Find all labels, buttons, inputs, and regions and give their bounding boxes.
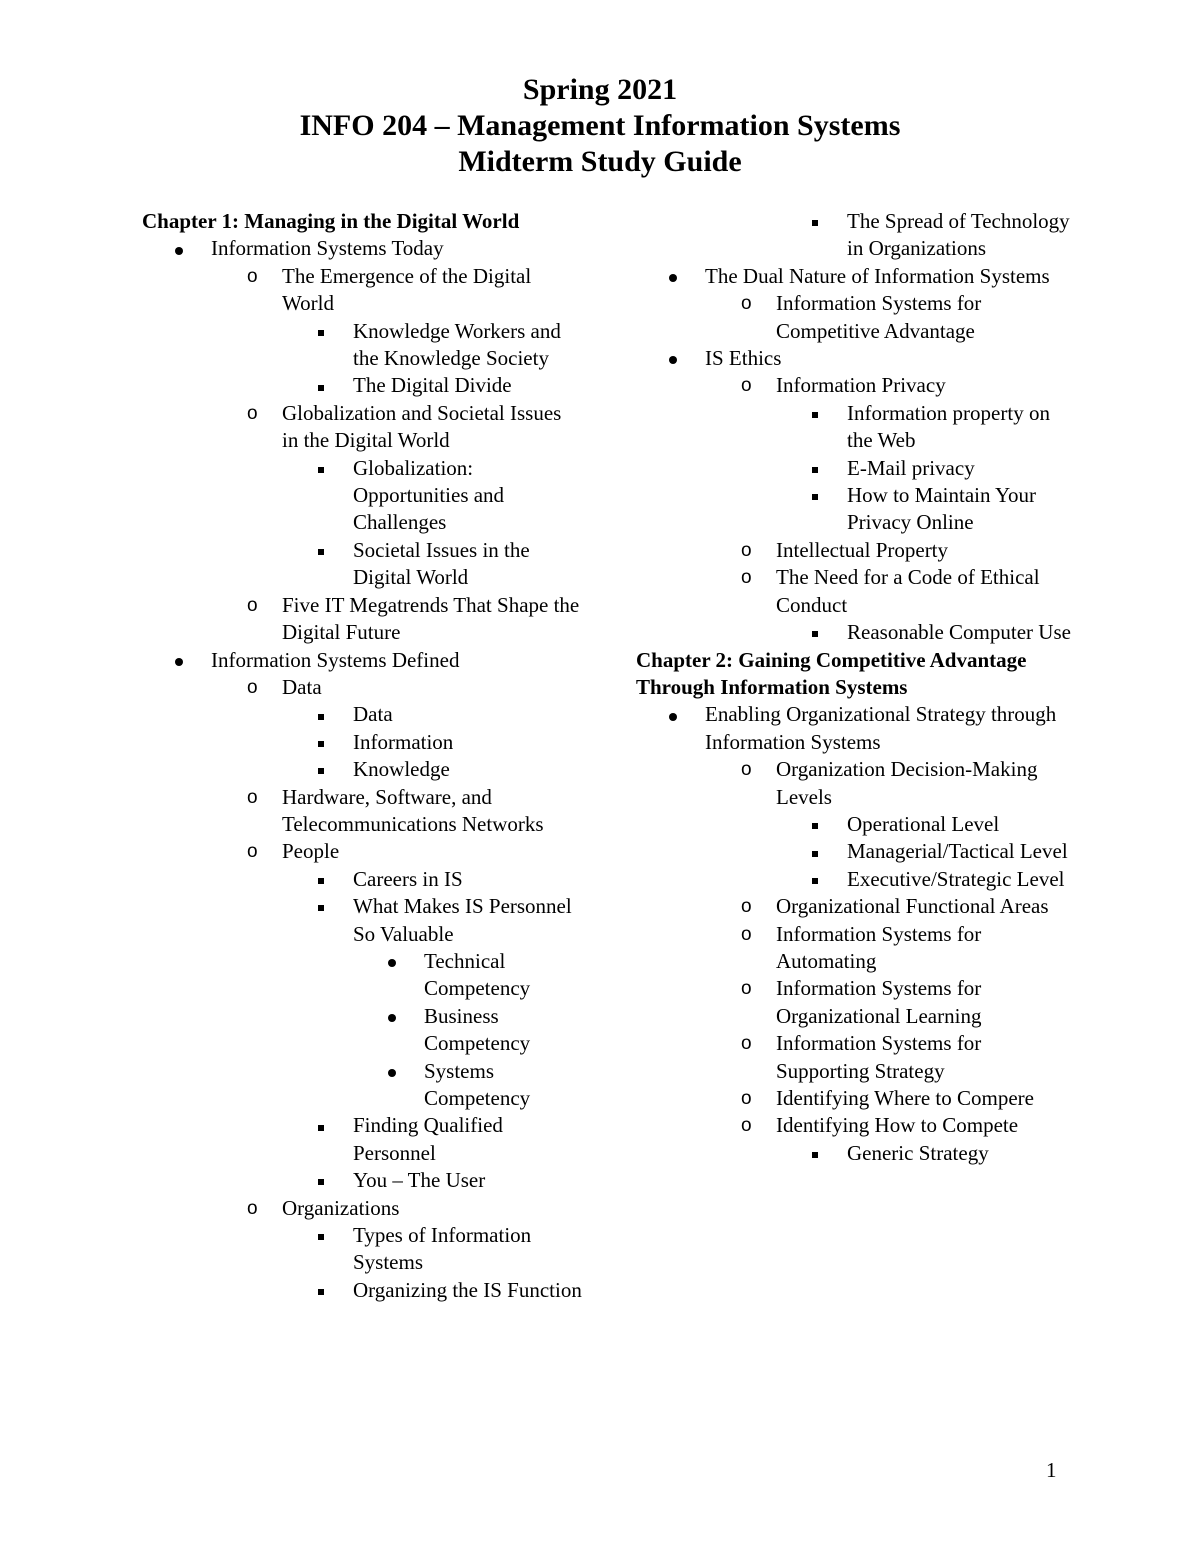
square-bullet-icon: [318, 729, 324, 756]
outline-item-text: Generic Strategy: [847, 1140, 989, 1165]
outline-item-level-2: [142, 263, 582, 318]
disc-bullet-icon: [669, 345, 677, 372]
outline-item-level-3: [636, 1140, 1076, 1167]
outline-item-level-3: [142, 455, 582, 537]
outline-item-level-2: [636, 290, 1076, 345]
square-bullet-icon: [812, 455, 818, 482]
outline-item-text: Reasonable Computer Use: [847, 620, 1071, 645]
square-bullet-icon: [318, 756, 324, 783]
outline-item-text: E-Mail privacy: [847, 455, 975, 480]
outline-item-text: Enabling Organizational Strategy through Information Systems: [705, 702, 1057, 754]
outline-item-level-2: [636, 975, 1076, 1030]
outline-item-level-3: [142, 1167, 582, 1194]
outline-item-level-2: [636, 1030, 1076, 1085]
disc-bullet-icon: [388, 1058, 396, 1085]
outline-item-level-2: [636, 537, 1076, 564]
outline-item-text: Knowledge: [353, 757, 450, 782]
outline-item-level-3: [142, 729, 582, 756]
square-bullet-icon: [812, 866, 818, 893]
outline-item-level-4: [142, 948, 582, 1003]
circle-bullet-icon: o: [741, 923, 752, 945]
outline-item-level-3: [142, 1222, 582, 1277]
square-bullet-icon: [318, 318, 324, 345]
outline-item-text: What Makes IS Personnel So Valuable: [353, 894, 572, 946]
outline-item-text: Finding Qualified Personnel: [353, 1113, 503, 1165]
outline-item-text: Organizing the IS Function: [353, 1277, 582, 1302]
outline-item-text: Hardware, Software, and Telecommunications Networks: [282, 784, 544, 836]
course-heading: INFO 204 – Management Information Systems: [299, 109, 901, 142]
outline-item-level-3: [142, 756, 582, 783]
circle-bullet-icon: o: [247, 265, 258, 287]
outline-item-text: The Emergence of the Digital World: [282, 263, 532, 316]
outline-item-text: Business Competency: [424, 1003, 531, 1056]
outline-item-level-2: [636, 372, 1076, 399]
outline-item-text: Information Privacy: [776, 373, 946, 398]
outline-item-text: Intellectual Property: [776, 537, 949, 562]
outline-item-level-3: [636, 400, 1076, 455]
square-bullet-icon: [318, 866, 324, 893]
outline-item-text: People: [282, 839, 340, 864]
outline-item-level-3: [636, 482, 1076, 537]
outline-item-level-3: [142, 866, 582, 893]
outline-item-level-3: [636, 811, 1076, 838]
outline-item-level-2: [142, 1195, 582, 1222]
outline-item-text: Knowledge Workers and the Knowledge Society: [353, 318, 561, 371]
outline-item-text: Organizational Functional Areas: [776, 894, 1049, 919]
outline-item-text: You – The User: [353, 1168, 486, 1193]
outline-item-text: Societal Issues in the Digital World: [353, 537, 530, 590]
outline-item-level-2: [636, 564, 1076, 619]
outline-item-text: Managerial/Tactical Level: [847, 839, 1068, 864]
circle-bullet-icon: o: [741, 759, 752, 781]
outline-item-level-1: [636, 263, 1076, 290]
square-bullet-icon: [812, 482, 818, 509]
circle-bullet-icon: o: [247, 841, 258, 863]
outline-item-level-3: [636, 838, 1076, 865]
outline-item-level-3: [142, 1112, 582, 1167]
circle-bullet-icon: o: [247, 676, 258, 698]
outline-item-text: The Dual Nature of Information Systems: [705, 263, 1050, 288]
disc-bullet-icon: [388, 1003, 396, 1030]
chapter-heading: [142, 208, 582, 235]
square-bullet-icon: [812, 838, 818, 865]
outline-item-text: Information Systems Defined: [211, 647, 460, 672]
outline-item-text: The Spread of Technology in Organizations: [847, 209, 1070, 261]
outline-item-text: Data: [282, 674, 322, 699]
chapter-heading: [636, 647, 1076, 702]
square-bullet-icon: [318, 1167, 324, 1194]
circle-bullet-icon: o: [247, 594, 258, 616]
square-bullet-icon: [812, 208, 818, 235]
circle-bullet-icon: o: [247, 402, 258, 424]
circle-bullet-icon: o: [741, 293, 752, 315]
document-title: [0, 72, 1200, 180]
square-bullet-icon: [318, 372, 324, 399]
guide-heading: Midterm Study Guide: [458, 145, 742, 178]
outline-item-text: IS Ethics: [705, 346, 782, 371]
outline-item-level-3: [636, 619, 1076, 646]
circle-bullet-icon: o: [741, 1033, 752, 1055]
outline-item-text: Information property on the Web: [847, 400, 1050, 453]
outline-left-column: [142, 208, 582, 1304]
outline-item-level-1: [636, 345, 1076, 372]
outline-item-level-1: [142, 235, 582, 262]
outline-item-text: Chapter 2: Gaining Competitive Advantage Through Information Systems: [636, 647, 1027, 699]
square-bullet-icon: [812, 619, 818, 646]
outline-item-level-1: [636, 701, 1076, 756]
outline-item-level-3: [636, 866, 1076, 893]
circle-bullet-icon: o: [247, 1197, 258, 1219]
page-number: 1: [1046, 1458, 1057, 1482]
square-bullet-icon: [318, 537, 324, 564]
outline-item-text: Information Systems Today: [211, 236, 444, 261]
outline-item-text: The Digital Divide: [353, 373, 512, 398]
outline-item-level-2: [142, 784, 582, 839]
outline-item-level-1: [142, 647, 582, 674]
square-bullet-icon: [318, 1222, 324, 1249]
outline-item-text: The Need for a Code of Ethical Conduct: [776, 565, 1040, 617]
circle-bullet-icon: o: [741, 567, 752, 589]
outline-item-text: Identifying How to Compete: [776, 1113, 1019, 1138]
outline-item-text: Information Systems for Competitive Advantage: [776, 291, 982, 343]
circle-bullet-icon: o: [741, 1088, 752, 1109]
outline-item-level-3: [142, 372, 582, 399]
outline-item-level-2: [142, 592, 582, 647]
outline-item-text: Organization Decision-Making Levels: [776, 757, 1038, 809]
outline-item-level-2: [142, 400, 582, 455]
square-bullet-icon: [318, 893, 324, 920]
disc-bullet-icon: [669, 701, 677, 728]
square-bullet-icon: [318, 1277, 324, 1304]
term-heading: Spring 2021: [522, 73, 678, 106]
outline-item-text: Types of Information Systems: [353, 1223, 532, 1275]
square-bullet-icon: [318, 455, 324, 482]
outline-item-level-2: [636, 893, 1076, 920]
outline-item-level-3: [636, 455, 1076, 482]
circle-bullet-icon: o: [247, 786, 258, 808]
outline-item-text: Technical Competency: [424, 948, 531, 1001]
outline-item-text: Information: [353, 729, 454, 754]
outline-item-level-3: [142, 701, 582, 728]
outline-item-level-2: [636, 756, 1076, 811]
circle-bullet-icon: o: [741, 896, 752, 918]
disc-bullet-icon: [175, 235, 183, 262]
outline-item-text: Organizations: [282, 1195, 400, 1220]
outline-item-text: Information Systems for Automating: [776, 921, 982, 973]
outline-item-text: Identifying Where to Compere: [776, 1086, 1034, 1110]
outline-item-text: Chapter 1: Managing in the Digital World: [142, 209, 520, 233]
square-bullet-icon: [812, 400, 818, 427]
outline-item-level-2: [636, 921, 1076, 976]
outline-item-text: Operational Level: [847, 811, 1000, 836]
outline-item-level-3: [142, 537, 582, 592]
outline-item-level-3: [142, 1277, 582, 1304]
disc-bullet-icon: [669, 263, 677, 290]
outline-item-level-2: [142, 838, 582, 865]
outline-item-level-4: [142, 1003, 582, 1058]
square-bullet-icon: [318, 701, 324, 728]
outline-item-text: How to Maintain Your Privacy Online: [847, 483, 1037, 535]
square-bullet-icon: [318, 1112, 324, 1139]
outline-item-level-2: [142, 674, 582, 701]
circle-bullet-icon: o: [741, 539, 752, 561]
circle-bullet-icon: o: [741, 375, 752, 397]
outline-item-text: Information Systems for Supporting Strategy: [776, 1031, 982, 1083]
outline-item-level-3: [142, 893, 582, 948]
outline-item-text: Globalization: Opportunities and Challenges: [353, 455, 505, 535]
disc-bullet-icon: [388, 948, 396, 975]
outline-item-level-4: [142, 1058, 582, 1113]
square-bullet-icon: [812, 811, 818, 838]
outline-item-text: Careers in IS: [353, 866, 463, 891]
outline-item-text: Information Systems for Organizational Learning: [776, 976, 982, 1028]
outline-item-text: Five IT Megatrends That Shape the Digital Future: [282, 592, 580, 645]
outline-item-level-3: [636, 208, 1076, 263]
outline-item-text: Data: [353, 702, 393, 727]
outline-item-level-2: [636, 1112, 1076, 1139]
circle-bullet-icon: o: [741, 978, 752, 1000]
square-bullet-icon: [812, 1140, 818, 1167]
outline-item-text: Globalization and Societal Issues in the Digital World: [282, 400, 562, 453]
outline-right-column: [636, 208, 1076, 1167]
outline-item-text: Executive/Strategic Level: [847, 866, 1065, 891]
outline-item-level-2: [636, 1085, 1076, 1112]
outline-item-level-3: [142, 318, 582, 373]
circle-bullet-icon: o: [741, 1115, 752, 1137]
disc-bullet-icon: [175, 647, 183, 674]
outline-item-text: Systems Competency: [424, 1058, 531, 1110]
